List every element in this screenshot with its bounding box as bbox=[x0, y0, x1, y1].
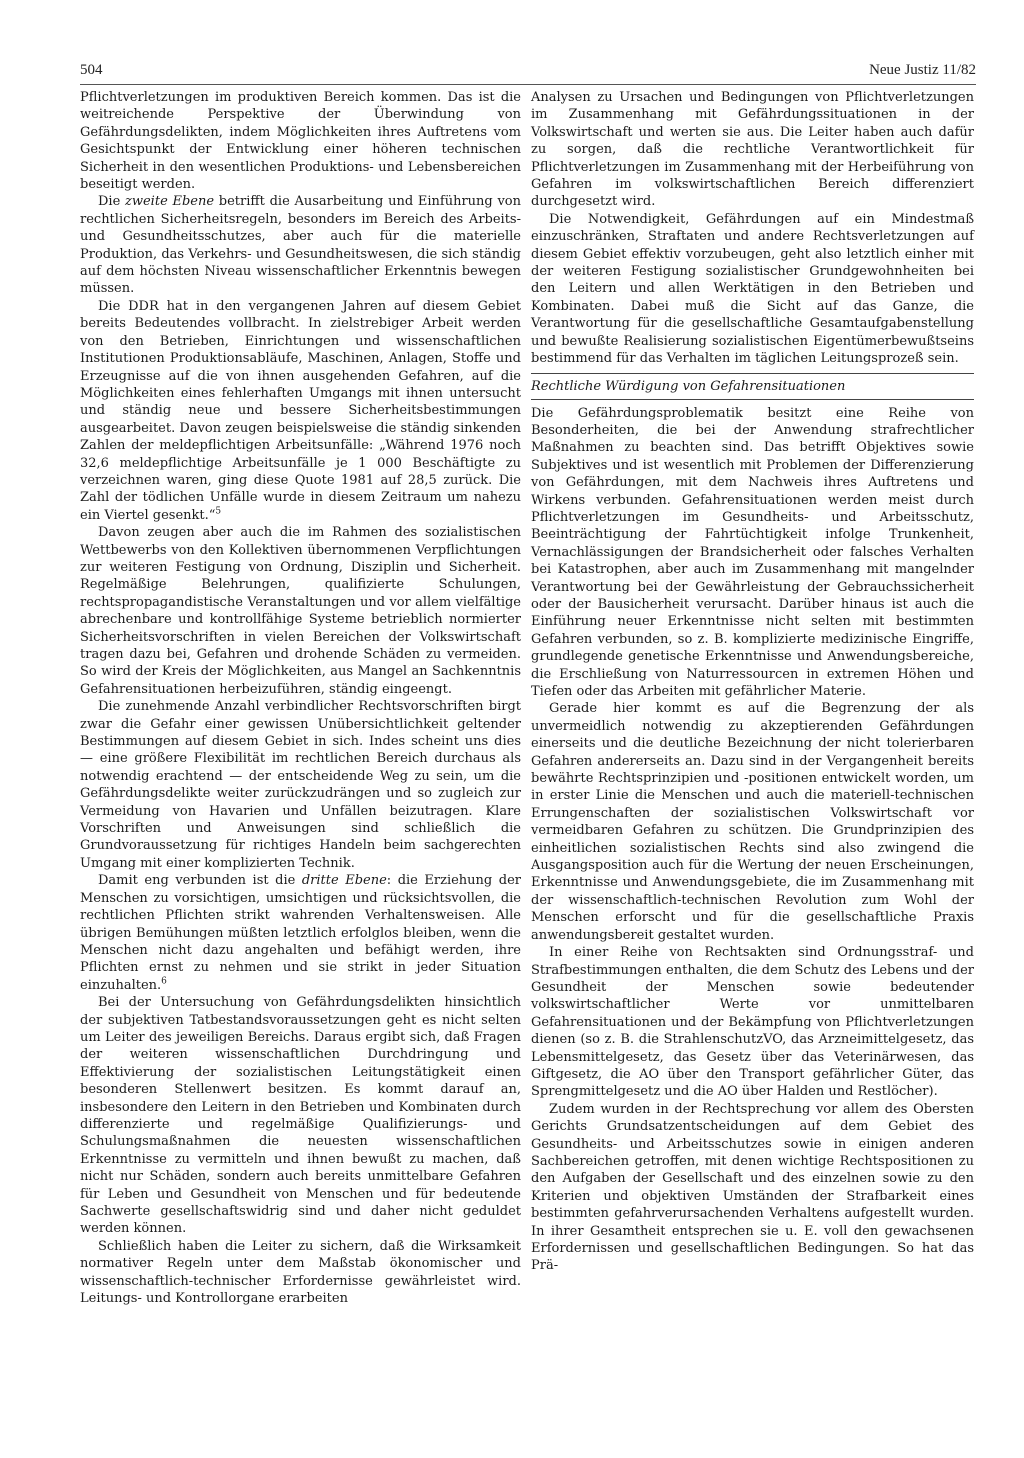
paragraph-text: : die Erziehung der Menschen zu vorsichtigen, umsichtigen und rücksichtsvollen, die rechtlichen Pflichten strikt wahrenden Verhaltensweisen. Alle übrigen Bemühungen müßten letztlich erfolglos bleiben, wenn die Menschen nicht dazu angehalten und befähigt werden, ihre Pflichten ernst zu nehmen und sie strikt in jeder Situation einzuhalten. bbox=[80, 873, 521, 993]
paragraph: Analysen zu Ursachen und Bedingungen von Pflichtverletzungen im Zusammenhang mit Gefährdungssituationen in der Volkswirtschaft und werten sie aus. Die Leiter haben auch dafür zu sorgen, daß die rechtliche Verantwortlichkeit für Pflichtverletzungen im Zusammenhang mit der Herbeiführung von Gefahren im volkswirtschaftlichen Bereich differenziert durchgesetzt wird. bbox=[531, 90, 974, 210]
page-header bbox=[80, 62, 976, 85]
paragraph: In einer Reihe von Rechtsakten sind Ordnungsstraf- und Strafbestimmungen enthalten, die dem Schutz des Lebens und der Gesundheit der Menschen sowie bedeutender volkswirtschaftlicher Werte vor unmittelbaren Gefahrensituationen und der Bekämpfung von Pflichtverletzungen dienen (so z. B. die StrahlenschutzVO, das Arzneimittelgesetz, das Lebensmittelgesetz, das Gesetz über das Veterinärwesen, das Giftgesetz, die AO über den Transport gefährlicher Güter, das Sprengmittelgesetz und die AO über Halden und Restlöcher). bbox=[531, 945, 974, 1100]
paragraph: Schließlich haben die Leiter zu sichern, daß die Wirksamkeit normativer Regeln unter dem Maßstab ökonomischer und wissenschaftlich-technischer Erfordernisse gewährleistet wird. Leitungs- und Kontrollorgane erarbeiten bbox=[80, 1238, 521, 1307]
paragraph-text: Damit eng verbunden ist die bbox=[98, 873, 302, 889]
paragraph bbox=[80, 193, 521, 297]
paragraph: Davon zeugen aber auch die im Rahmen des sozialistischen Wettbewerbs von den Kollektiven übernommenen Verpflichtungen zur weiteren Festigung von Ordnung, Disziplin und Sicherheit. Regelmäßige Belehrungen, qualifizierte Schulungen, rechtspropagandistische Veranstaltungen und vor allem vielfältige abrechenbare und kontrollfähige Systeme betrieblich normierter Sicherheitsvorschriften in vielen Bereichen der Volkswirtschaft tragen dazu bei, Gefahren und drohende Schäden zu vermeiden. So wird der Kreis der Möglichkeiten, aus Mangel an Sachkenntnis Gefahrensituationen herbeizuführen, ständig eingeengt. bbox=[80, 525, 521, 697]
page-number: 504 bbox=[80, 62, 103, 78]
journal-issue: Neue Justiz 11/82 bbox=[869, 62, 976, 78]
emphasis: zweite Ebene bbox=[125, 194, 215, 210]
right-column bbox=[531, 89, 974, 1275]
paragraph: Die Gefährdungsproblematik besitzt eine Reihe von Besonderheiten, die bei der Anwendung strafrechtlicher Maßnahmen zu beachten sind. Das betrifft Objektives sowie Subjektives und ist wesentlich mit Problemen der Differenzierung von Gefährdungen, mit dem Nachweis ihres Auftretens und Wirkens verbunden. Gefahrensituationen werden meist durch Pflichtverletzungen im Gesundheits- und Arbeitsschutz, Beeinträchtigung der Fahrtüchtigkeit infolge Trunkenheit, Vernachlässigungen der Brandsicherheit oder falsches Verhalten bei Katastrophen, aber auch im Zusammenhang mit mangelnder Verantwortung bei der Gewährleistung der Gebrauchssicherheit oder der Bausicherheit verursacht. Darüber hinaus ist auch die Einführung neuer Erkenntnisse nicht selten mit bestimmten Gefahren verbunden, so z. B. komplizierte medizinische Eingriffe, grundlegende genetische Erkenntnisse und Anwendungsbereiche, die Erschließung von Naturressourcen in extremen Höhen und Tiefen oder das Arbeiten mit gefährlicher Materie. bbox=[531, 405, 974, 699]
paragraph: Die zunehmende Anzahl verbindlicher Rechtsvorschriften birgt zwar die Gefahr einer gewissen Unübersichtlichkeit geltender Bestimmungen auf diesem Gebiet in sich. Indes scheint uns dies — eine größere Flexibilität im rechtlichen Bereich durchaus als notwendig erachtend — der entscheidende Weg zu sein, um die Gefährdungsdelikte weiter zurückzudrängen und so zugleich zur Vermeidung von Havarien und Unfällen beizutragen. Klare Vorschriften und Anweisungen sind schließlich die Grundvoraussetzung für richtiges Handeln beim sachgerechten Umgang mit einer komplizierten Technik. bbox=[80, 699, 521, 871]
paragraph: Die Notwendigkeit, Gefährdungen auf ein Mindestmaß einzuschränken, Straftaten und andere Rechtsverletzungen auf diesem Gebiet effektiv vorzubeugen, geht also letztlich einher mit der weiteren Festigung sozialistischer Grundgewohnheiten bei den Leitern und allen Werktätigen in den Betrieben und Kombinaten. Dabei muß die Sicht auf das Ganze, die Verantwortung für die gesellschaftliche Gesamtaufgabenstellung und bewußte Realisierung sozialistischen Eigentümerbewußtseins bestimmend für das Verhalten im täglichen Leitungsprozeß sein. bbox=[531, 211, 974, 367]
paragraph-text: betrifft die Ausarbeitung und Einführung von rechtlichen Sicherheitsregeln, besonders im Bereich des Arbeits- und Gesundheitsschutzes, aber auch für die materielle Produktion, das Verkehrs- und Gesundheitswesen, die sich ständig auf dem höchsten Niveau wissenschaftlicher Erkenntnis bewegen müssen. bbox=[80, 194, 522, 297]
footnote-ref: 6 bbox=[161, 976, 167, 987]
paragraph bbox=[80, 298, 521, 524]
paragraph: Pflichtverletzungen im produktiven Bereich kommen. Das ist die weitreichende Perspektive der Überwindung von Gefährdungsdelikten, indem Möglichkeiten ihres Auftretens vom Gesichtspunkt der Entwicklung einer höheren technischen Sicherheit in den wesentlichen Produktions- und Lebensbereichen beseitigt werden. bbox=[80, 90, 521, 193]
paragraph: Gerade hier kommt es auf die Begrenzung der als unvermeidlich notwendig zu akzeptierenden Gefährdungen einerseits und die deutliche Bezeichnung der nicht tolerierbaren Gefahren andererseits an. Dazu sind in der Vergangenheit bereits bewährte Rechtsprinzipien und -positionen entwickelt worden, um in erster Linie die Menschen und auch die materiell-technischen Errungenschaften der sozialistischen Volkswirtschaft vor vermeidbaren Gefahren zu schützen. Die Grundprinzipien des einheitlichen sozialistischen Rechts sind also zwingend die Ausgangsposition auch für die Wertung der neuen Erscheinungen, Erkenntnisse und Anwendungsgebiete, die im Zusammenhang mit der wissenschaftlich-technischen Revolution zum Wohl der Menschen erforscht und für die gesellschaftliche Praxis anwendungsbereit gestaltet wurden. bbox=[531, 701, 974, 943]
paragraph-text: Die DDR hat in den vergangenen Jahren auf diesem Gebiet bereits Bedeutendes vollbracht. In zielstrebiger Arbeit werden von den Betrieben, Einrichtungen und wissenschaftlichen Institutionen Produktionsabläufe, Maschinen, Anlagen, Stoffe und Erzeugnisse auf die von ihnen ausgehenden Gefahren, auf die Möglichkeiten eines fehlerhaften Umgangs mit ihnen untersucht und ständig neue und bessere Sicherheitsbestimmungen ausgearbeitet. Davon zeugen beispielsweise die ständig sinkenden Zahlen der meldepflichtigen Arbeitsunfälle: „Während 1976 noch 32,6 meldepflichtige Arbeitsunfälle je 1 000 Beschäftigte zu verzeichnen waren, ging diese Quote 1981 auf 28,5 zurück. Die Zahl der tödlichen Unfälle wurde in diesem Zeitraum um nahezu ein Viertel gesenkt.“ bbox=[80, 298, 521, 523]
emphasis: dritte Ebene bbox=[301, 873, 387, 889]
paragraph-text: Die bbox=[98, 194, 126, 210]
left-column bbox=[80, 89, 521, 1307]
paragraph: Bei der Untersuchung von Gefährdungsdelikten hinsichtlich der subjektiven Tatbestandsvoraussetzungen geht es nicht selten um Leiter des jeweiligen Bereichs. Daraus ergibt sich, daß Fragen der weiteren wissenschaftlichen Durchdringung und Effektivierung der sozialistischen Leitungstätigkeit einen besonderen Stellenwert besitzen. Es kommt darauf an, insbesondere den Leitern in den Betrieben und Kombinaten durch differenzierte und regelmäßige Qualifizierungs- und Schulungsmaßnahmen die neuesten wissenschaftlichen Erkenntnisse zu vermitteln und ihnen bewußt zu machen, daß nicht nur Schäden, sondern auch bereits unmittelbare Gefahren für Leben und Gesundheit von Menschen und für bedeutende Sachwerte gesellschaftswidrig sind und daher nicht geduldet werden können. bbox=[80, 995, 521, 1237]
footnote-ref: 5 bbox=[215, 506, 222, 517]
paragraph bbox=[80, 872, 521, 994]
section-heading: Rechtliche Würdigung von Gefahrensituationen bbox=[531, 373, 974, 400]
paragraph: Zudem wurden in der Rechtsprechung vor allem des Obersten Gerichts Grundsatzentscheidungen auf dem Gebiet des Gesundheits- und Arbeitsschutzes sowie in einigen anderen Sachbereichen getroffen, mit denen wichtige Rechtspositionen zu den Aufgaben der Gesellschaft und des einzelnen sowie zu den Kriterien und objektiven Umständen der Strafbarkeit eines bestimmten gefahrverursachenden Verhaltens aufgestellt wurden. In ihrer Gesamtheit entsprechen sie u. E. voll den gewachsenen Erfordernissen und gesellschaftlichen Bedingungen. So hat das Prä- bbox=[531, 1101, 974, 1274]
